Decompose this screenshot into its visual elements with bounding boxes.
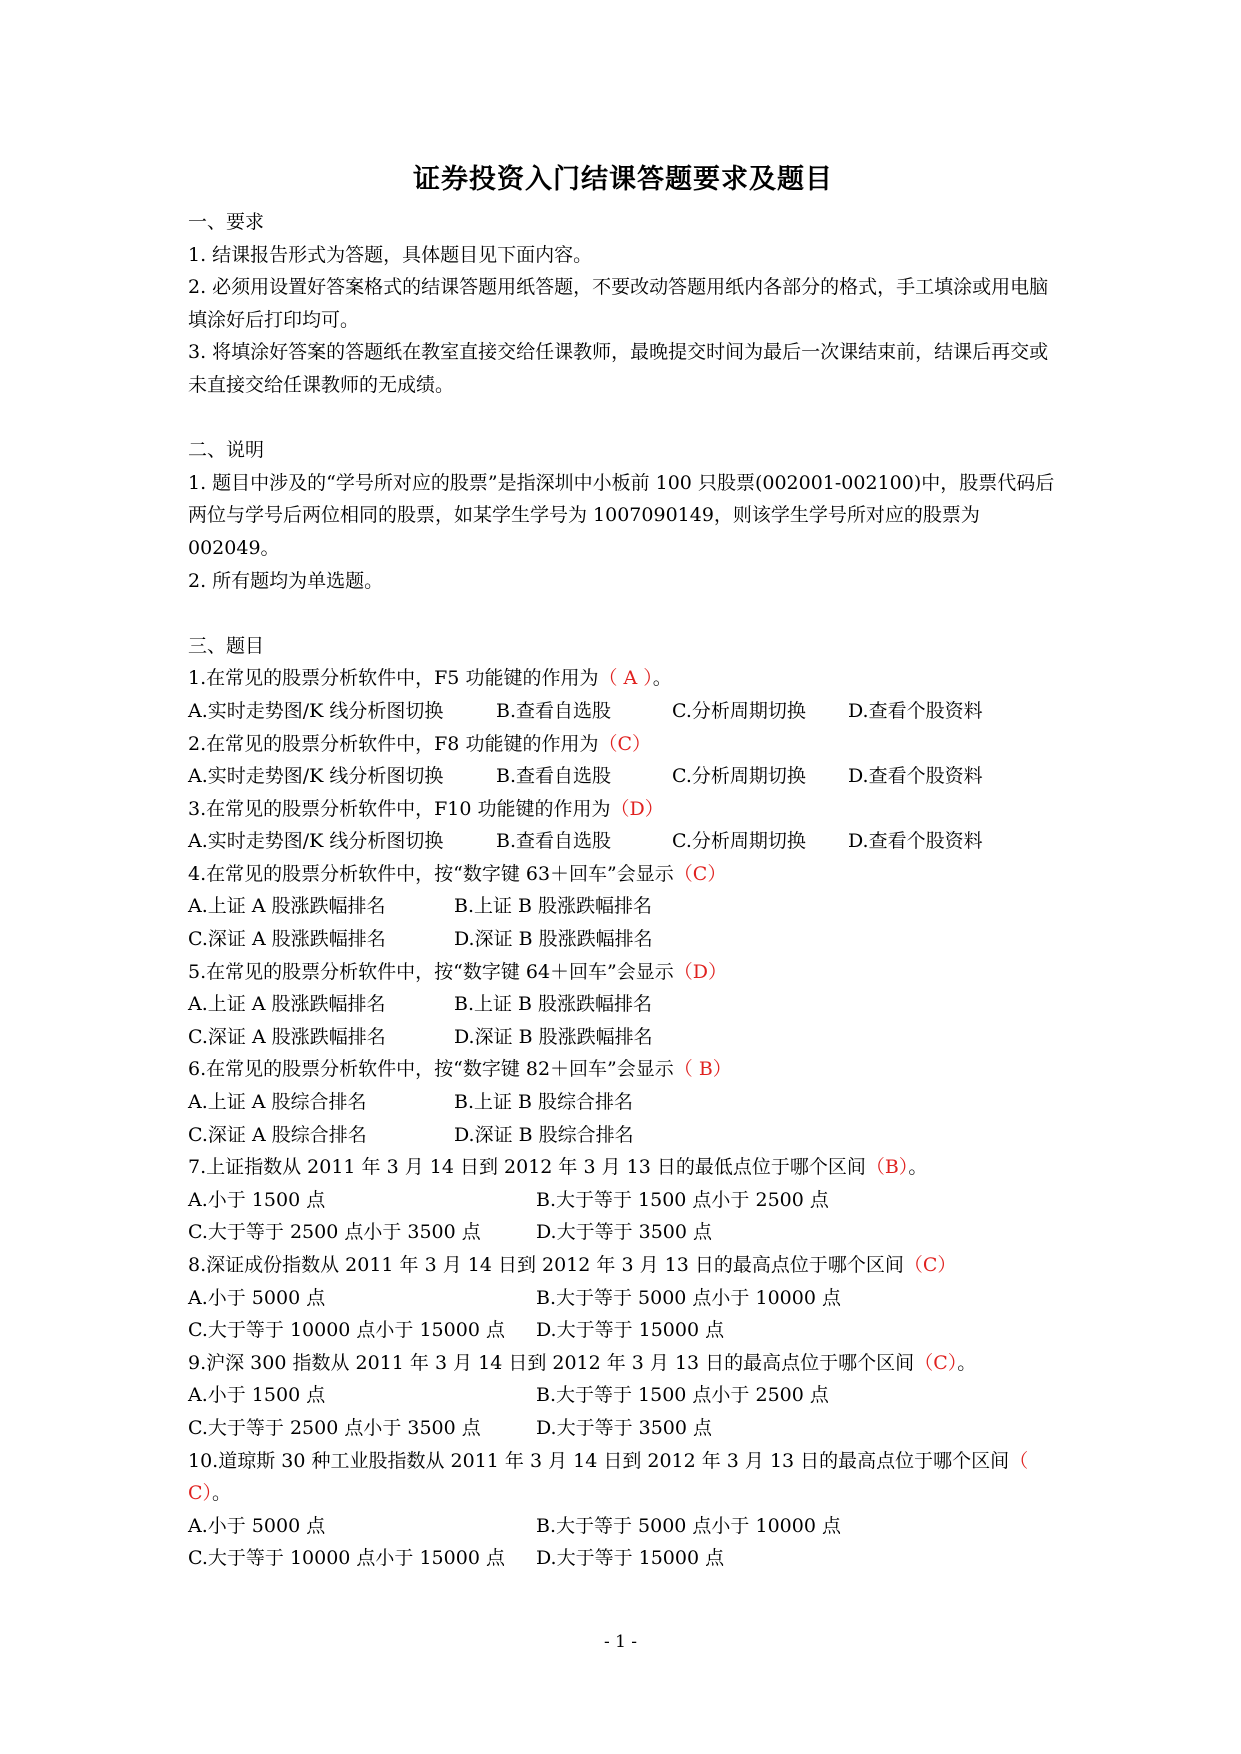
option-b: B.上证 B 股涨跌幅排名 — [454, 895, 653, 918]
option-b: B.上证 B 股综合排名 — [454, 1091, 634, 1114]
option-row — [188, 1216, 1058, 1249]
requirement-item: 3. 将填涂好答案的答题纸在教室直接交给任课教师，最晚提交时间为最后一次课结束前，结课后再交或未直接交给任课教师的无成绩。 — [188, 341, 1049, 396]
option-d: D.查看个股资料 — [848, 699, 983, 722]
option-c: C.分析周期切换 — [672, 699, 806, 722]
option-a: A.实时走势图/K 线分析图切换 — [188, 830, 444, 853]
option-a: A.上证 A 股涨跌幅排名 — [188, 993, 386, 1016]
option-b: B.查看自选股 — [496, 699, 612, 722]
option-d: D.查看个股资料 — [848, 830, 983, 853]
option-d: D.大于等于 3500 点 — [536, 1221, 713, 1244]
option-row — [188, 1542, 1058, 1575]
option-d: D.深证 B 股综合排名 — [454, 1123, 634, 1146]
answer-mark: （ A ） — [598, 667, 653, 690]
option-c: C.大于等于 2500 点小于 3500 点 — [188, 1221, 481, 1244]
option-b: B.查看自选股 — [496, 765, 612, 788]
option-row — [188, 1119, 1058, 1152]
question-text: 1.在常见的股票分析软件中，F5 功能键的作用为（ A ）。 — [188, 667, 672, 690]
option-b: B.大于等于 1500 点小于 2500 点 — [536, 1384, 829, 1407]
option-c: C.大于等于 10000 点小于 15000 点 — [188, 1319, 505, 1342]
answer-mark: （C） — [914, 1351, 958, 1374]
note-item: 1. 题目中涉及的“学号所对应的股票”是指深圳中小板前 100 只股票(002001-002100)中，股票代码后两位与学号后两位相同的股票，如某学生学号为 1007090149，则该学生学号所对应的股票为 002049。 — [188, 471, 1055, 559]
option-c: C.深证 A 股综合排名 — [188, 1123, 367, 1146]
question-text: 5.在常见的股票分析软件中，按“数字键 64＋回车”会显示（D） — [188, 960, 728, 983]
option-row — [188, 1314, 1058, 1347]
requirements-heading: 一、要求 — [188, 211, 265, 233]
option-row — [188, 1412, 1058, 1445]
questions-heading: 三、题目 — [188, 634, 265, 657]
option-a: A.小于 1500 点 — [188, 1188, 326, 1211]
requirement-item: 1. 结课报告形式为答题，具体题目见下面内容。 — [188, 243, 593, 266]
option-c: C.深证 A 股涨跌幅排名 — [188, 928, 386, 951]
option-a: A.实时走势图/K 线分析图切换 — [188, 699, 444, 722]
option-d: D.大于等于 15000 点 — [536, 1319, 725, 1342]
answer-mark: （ C） — [188, 1449, 1029, 1505]
option-c: C.大于等于 2500 点小于 3500 点 — [188, 1416, 481, 1439]
option-c: C.分析周期切换 — [672, 765, 806, 788]
option-row — [188, 1021, 1058, 1054]
option-d: D.深证 B 股涨跌幅排名 — [454, 928, 653, 951]
option-b: B.大于等于 5000 点小于 10000 点 — [536, 1514, 841, 1537]
answer-mark: （C） — [598, 732, 651, 755]
answer-mark: （D） — [610, 797, 664, 820]
option-d: D.大于等于 15000 点 — [536, 1547, 725, 1570]
option-a: A.上证 A 股涨跌幅排名 — [188, 895, 386, 918]
notes-heading: 二、说明 — [188, 439, 265, 462]
page-number: - 1 - — [603, 1632, 638, 1652]
option-b: B.上证 B 股涨跌幅排名 — [454, 993, 653, 1016]
option-row — [188, 1184, 1058, 1217]
option-a: A.小于 1500 点 — [188, 1384, 326, 1407]
answer-mark: （D） — [673, 960, 728, 983]
question-text: 7.上证指数从 2011 年 3 月 14 日到 2012 年 3 月 13 日的最低点位于哪个区间（B）。 — [188, 1156, 928, 1179]
option-c: C.大于等于 10000 点小于 15000 点 — [188, 1547, 505, 1570]
option-row — [188, 825, 1058, 858]
option-a: A.小于 5000 点 — [188, 1286, 326, 1309]
answer-mark: （C） — [673, 862, 727, 885]
option-b: B.大于等于 5000 点小于 10000 点 — [536, 1286, 841, 1309]
option-row — [188, 1510, 1058, 1543]
option-b: B.查看自选股 — [496, 830, 612, 853]
option-row — [188, 923, 1058, 956]
question-text: 3.在常见的股票分析软件中，F10 功能键的作用为（D） — [188, 797, 664, 820]
option-row — [188, 760, 1058, 793]
option-d: D.查看个股资料 — [848, 765, 983, 788]
option-c: C.深证 A 股涨跌幅排名 — [188, 1025, 386, 1048]
option-row — [188, 988, 1058, 1021]
option-row — [188, 1282, 1058, 1315]
option-row — [188, 890, 1058, 923]
option-row — [188, 695, 1058, 728]
option-d: D.深证 B 股涨跌幅排名 — [454, 1025, 653, 1048]
option-a: A.实时走势图/K 线分析图切换 — [188, 765, 444, 788]
note-item: 2. 所有题均为单选题。 — [188, 569, 384, 592]
option-row — [188, 1379, 1058, 1412]
option-a: A.小于 5000 点 — [188, 1514, 326, 1537]
question-text: 9.沪深 300 指数从 2011 年 3 月 14 日到 2012 年 3 月 13 日的最高点位于哪个区间（C）。 — [188, 1351, 977, 1374]
option-a: A.上证 A 股综合排名 — [188, 1091, 367, 1114]
option-d: D.大于等于 3500 点 — [536, 1416, 713, 1439]
answer-mark: （B） — [865, 1156, 909, 1179]
option-b: B.大于等于 1500 点小于 2500 点 — [536, 1188, 829, 1211]
requirement-item: 2. 必须用设置好答案格式的结课答题用纸答题，不要改动答题用纸内各部分的格式，手工填涂或用电脑填涂好后打印均可。 — [188, 276, 1049, 331]
question-text: 8.深证成份指数从 2011 年 3 月 14 日到 2012 年 3 月 13 日的最高点位于哪个区间（C） — [188, 1254, 957, 1276]
document-title: 证券投资入门结课答题要求及题目 — [413, 164, 833, 195]
question-text: 6.在常见的股票分析软件中，按“数字键 82＋回车”会显示（ B） — [188, 1058, 732, 1081]
document-body — [188, 160, 1058, 1575]
answer-mark: （ B） — [673, 1058, 732, 1081]
option-row — [188, 1086, 1058, 1119]
question-text: 10.道琼斯 30 种工业股指数从 2011 年 3 月 14 日到 2012 年 3 月 13 日的最高点位于哪个区间（ C）。 — [188, 1449, 1029, 1505]
question-text: 2.在常见的股票分析软件中，F8 功能键的作用为（C） — [188, 732, 651, 755]
option-c: C.分析周期切换 — [672, 830, 806, 853]
question-text: 4.在常见的股票分析软件中，按“数字键 63＋回车”会显示（C） — [188, 862, 727, 885]
answer-mark: （C） — [903, 1254, 957, 1276]
